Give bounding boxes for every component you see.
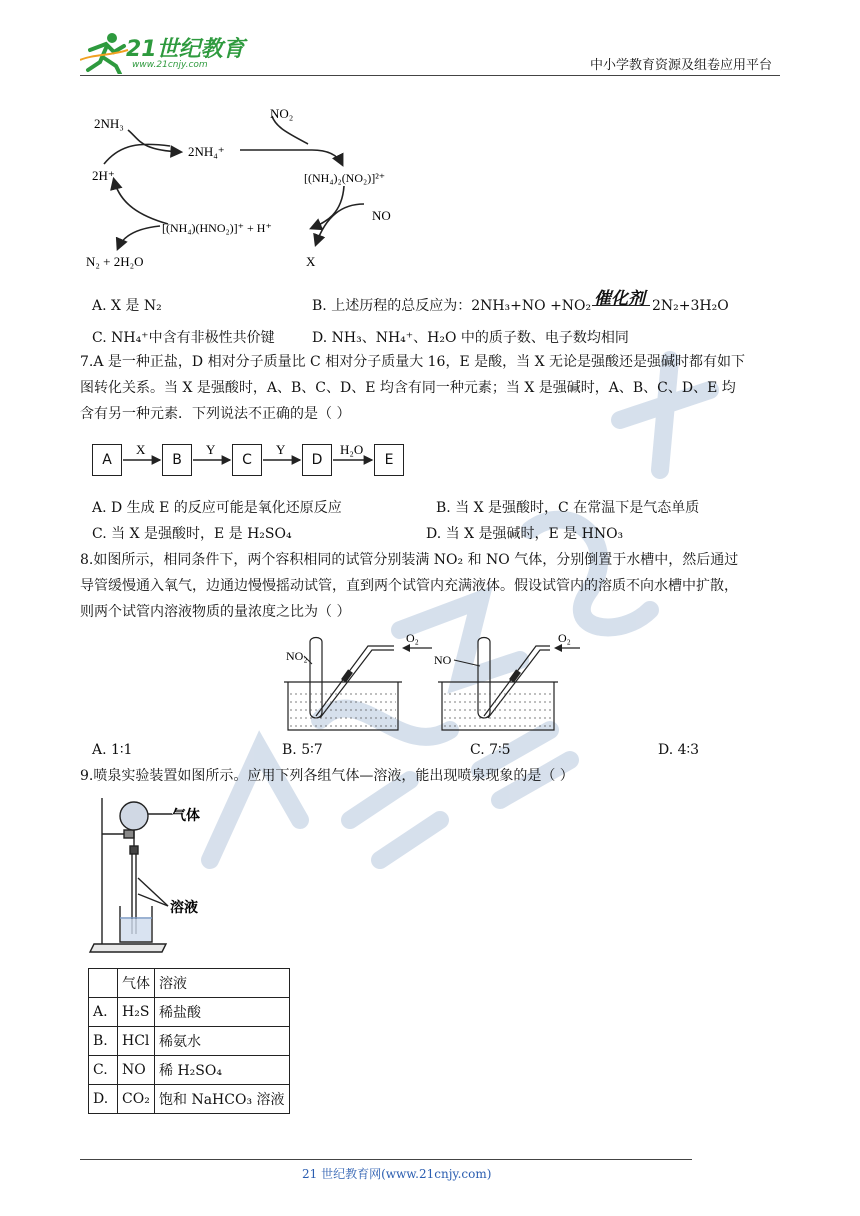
- arrow-h-to-nh4: [104, 144, 170, 164]
- q6-catalyst-label: 催化剂: [594, 289, 645, 309]
- fig-gas-label: 气体: [172, 809, 200, 824]
- table-cell: 饱和 NaHCO₃ 溶液: [155, 1085, 290, 1114]
- q6-option-a: A. X 是 N₂: [92, 298, 162, 314]
- diagram-complex1: [(NH₄)₂(NO₂)]²⁺: [304, 171, 386, 185]
- q7-stem-line2: 图转化关系。当 X 是强酸时，A、B、C、D、E 均含有同一种元素；当 X 是强碱时，A、B、C、D、E 均: [80, 380, 736, 396]
- q8-option-a: A. 1∶1: [92, 742, 133, 758]
- q7-option-d: D. 当 X 是强碱时，E 是 HNO₃: [426, 526, 624, 542]
- table-cell: 稀氨水: [155, 1027, 290, 1056]
- table-header-cell: 溶液: [155, 969, 290, 998]
- footer-rule: [80, 1159, 692, 1160]
- table-cell: 稀 H₂SO₄: [155, 1056, 290, 1085]
- q9-options-table: [88, 968, 290, 1114]
- arrow-to-x: [316, 204, 364, 244]
- table-cell: A.: [89, 998, 118, 1027]
- q6-catalyst-arrow: [592, 305, 650, 306]
- q8-stem-line2: 导管缓慢通入氧气，边通边慢慢摇动试管，直到两个试管内充满液体。假设试管内的溶质不向水槽中扩散，: [80, 578, 738, 594]
- q8-stem-line3: 则两个试管内溶液物质的量浓度之比为（ ）: [80, 604, 351, 620]
- header-right-text: 中小学教育资源及组卷应用平台: [590, 58, 773, 73]
- table-header-cell: [89, 969, 118, 998]
- fig-right-o2: O₂: [558, 631, 571, 645]
- diagram-complex2: [(NH₄)(HNO₂)]⁺ + H⁺: [162, 221, 272, 235]
- q7-option-c: C. 当 X 是强酸时，E 是 H₂SO₄: [92, 526, 292, 542]
- flow-label-x: X: [136, 442, 146, 457]
- flow-box-c: C: [232, 444, 262, 476]
- q7-stem-line1: 7.A 是一种正盐，D 相对分子质量比 C 相对分子质量大 16，E 是酸，当 X 无论是强酸还是强碱时都有如下: [80, 354, 746, 370]
- q6-option-d: D. NH₃、NH₄⁺、H₂O 中的质子数、电子数均相同: [312, 330, 629, 346]
- fig-right-gas: NO: [434, 653, 452, 667]
- flow-label-y2: Y: [276, 442, 286, 457]
- table-cell: H₂S: [118, 998, 155, 1027]
- q6-option-c: C. NH₄⁺中含有非极性共价键: [92, 330, 275, 346]
- diagram-product: N₂ + 2H₂O: [86, 254, 144, 269]
- diagram-x: X: [306, 254, 316, 269]
- table-cell: NO: [118, 1056, 155, 1085]
- diagram-h: 2H⁺: [92, 168, 115, 183]
- flow-label-h2o: H₂O: [340, 442, 364, 457]
- arrow-to-product: [118, 226, 160, 248]
- table-cell: 稀盐酸: [155, 998, 290, 1027]
- q8-option-d: D. 4∶3: [658, 742, 700, 758]
- q7-option-a: A. D 生成 E 的反应可能是氧化还原反应: [92, 500, 342, 516]
- footer-text: 21 世纪教育网(www.21cnjy.com): [302, 1167, 492, 1181]
- flow-label-y1: Y: [206, 442, 216, 457]
- reaction-cycle-diagram: [80, 104, 420, 274]
- arrow-nh4-to-complex: [240, 150, 342, 164]
- diagram-no2: NO₂: [270, 106, 294, 121]
- table-row: [89, 1027, 290, 1056]
- table-cell: C.: [89, 1056, 118, 1085]
- fountain-apparatus-figure: [80, 794, 220, 960]
- table-cell: D.: [89, 1085, 118, 1114]
- diagram-no: NO: [372, 208, 391, 223]
- logo-title: 21世纪教育: [126, 37, 245, 62]
- table-header-cell: 气体: [118, 969, 155, 998]
- q8-option-c: C. 7∶5: [470, 742, 511, 758]
- q6-option-b-prefix: B. 上述历程的总反应为：2NH₃+NO +NO₂: [312, 298, 592, 314]
- diagram-nh3: 2NH₃: [94, 116, 124, 131]
- q9-stem-line1: 9.喷泉实验装置如图所示。应用下列各组气体—溶液，能出现喷泉现象的是（ ）: [80, 768, 574, 784]
- flow-box-e: E: [374, 444, 404, 476]
- flow-box-a: A: [92, 444, 122, 476]
- logo-url: www.21cnjy.com: [132, 60, 208, 70]
- table-header-row: [89, 969, 290, 998]
- fig-solution-label: 溶液: [170, 901, 198, 916]
- arrow-complex2-to-h: [114, 180, 168, 224]
- table-cell: HCl: [118, 1027, 155, 1056]
- q7-option-b: B. 当 X 是强酸时，C 在常温下是气态单质: [436, 500, 700, 516]
- arrow-nh3-to-nh4: [128, 130, 180, 152]
- table-row: [89, 1056, 290, 1085]
- test-tube-figure: [282, 628, 582, 734]
- diagram-nh4: 2NH₄⁺: [188, 144, 225, 159]
- q8-stem-line1: 8.如图所示，相同条件下，两个容积相同的试管分别装满 NO₂ 和 NO 气体，分别倒置于水槽中，然后通过: [80, 552, 739, 568]
- q7-stem-line3: 含有另一种元素．下列说法不正确的是（ ）: [80, 406, 351, 422]
- q8-option-b: B. 5∶7: [282, 742, 323, 758]
- flow-box-d: D: [302, 444, 332, 476]
- flow-box-b: B: [162, 444, 192, 476]
- flow-arrows: [80, 436, 400, 476]
- header-logo: [80, 30, 250, 74]
- table-cell: CO₂: [118, 1085, 155, 1114]
- header-rule: [80, 75, 780, 76]
- table-row: [89, 1085, 290, 1114]
- table-cell: B.: [89, 1027, 118, 1056]
- fig-left-gas: NO₂: [286, 649, 308, 663]
- fig-left-o2: O₂: [406, 631, 419, 645]
- q6-option-b-suffix: 2N₂+3H₂O: [652, 298, 729, 314]
- runner-logo-icon: [80, 30, 130, 74]
- table-row: [89, 998, 290, 1027]
